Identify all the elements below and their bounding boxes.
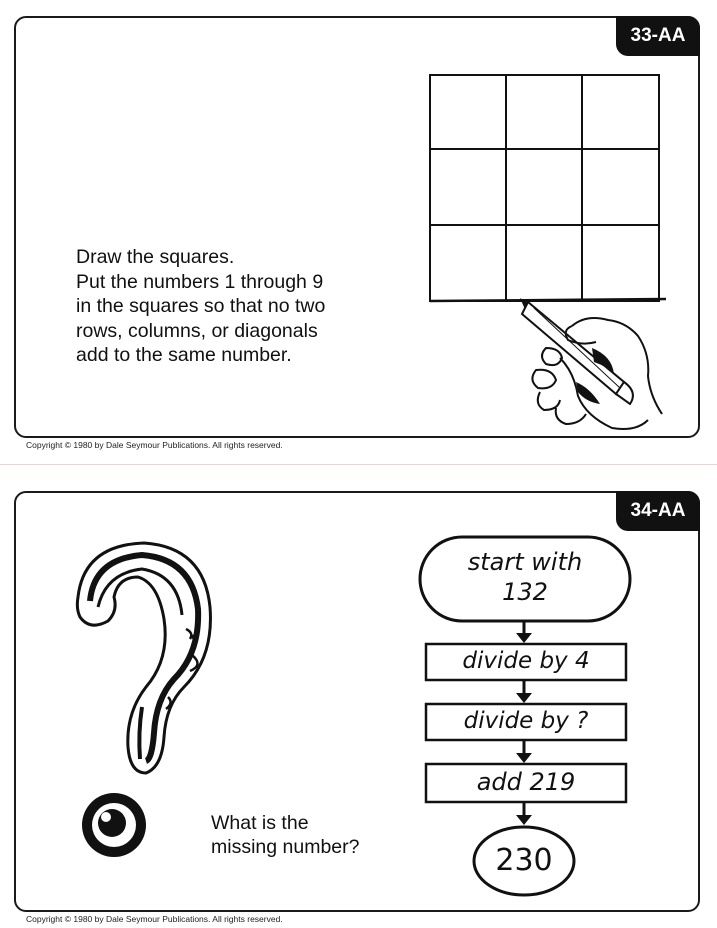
flowchart-start-line: start with bbox=[467, 548, 583, 576]
empty-3x3-grid bbox=[416, 73, 676, 313]
card-separator bbox=[0, 464, 717, 465]
instruction-line: Draw the squares. bbox=[76, 246, 235, 268]
flowchart-step3-text: add 219 bbox=[476, 768, 576, 796]
instructions-text bbox=[76, 245, 325, 368]
flowchart-start-text bbox=[420, 547, 630, 607]
question-mark-face-illustration bbox=[54, 537, 224, 867]
copyright-notice: Copyright © 1980 by Dale Seymour Publications. All rights reserved. bbox=[26, 914, 283, 924]
card-number-badge: 33-AA bbox=[616, 16, 700, 56]
instruction-line: Put the numbers 1 through 9 bbox=[76, 270, 324, 293]
instruction-line: add to the same number. bbox=[76, 344, 292, 366]
pencil-hand-illustration bbox=[516, 296, 676, 436]
flowchart-step2-text: divide by ? bbox=[463, 708, 589, 734]
activity-card-33-aa bbox=[14, 16, 700, 438]
question-line: missing number? bbox=[211, 836, 360, 858]
instruction-line: in the squares so that no two bbox=[76, 295, 326, 317]
copyright-notice: Copyright © 1980 by Dale Seymour Publications. All rights reserved. bbox=[26, 440, 283, 450]
instruction-line: rows, columns, or diagonals bbox=[76, 319, 318, 342]
flowchart-result-text: 230 bbox=[495, 843, 553, 878]
activity-card-34-aa bbox=[14, 491, 700, 912]
question-text bbox=[211, 811, 359, 859]
question-line: What is the bbox=[211, 812, 309, 834]
flowchart-start-line: 132 bbox=[502, 578, 548, 606]
card-number-badge: 34-AA bbox=[616, 491, 700, 531]
flowchart-step1-text: divide by 4 bbox=[462, 648, 590, 674]
